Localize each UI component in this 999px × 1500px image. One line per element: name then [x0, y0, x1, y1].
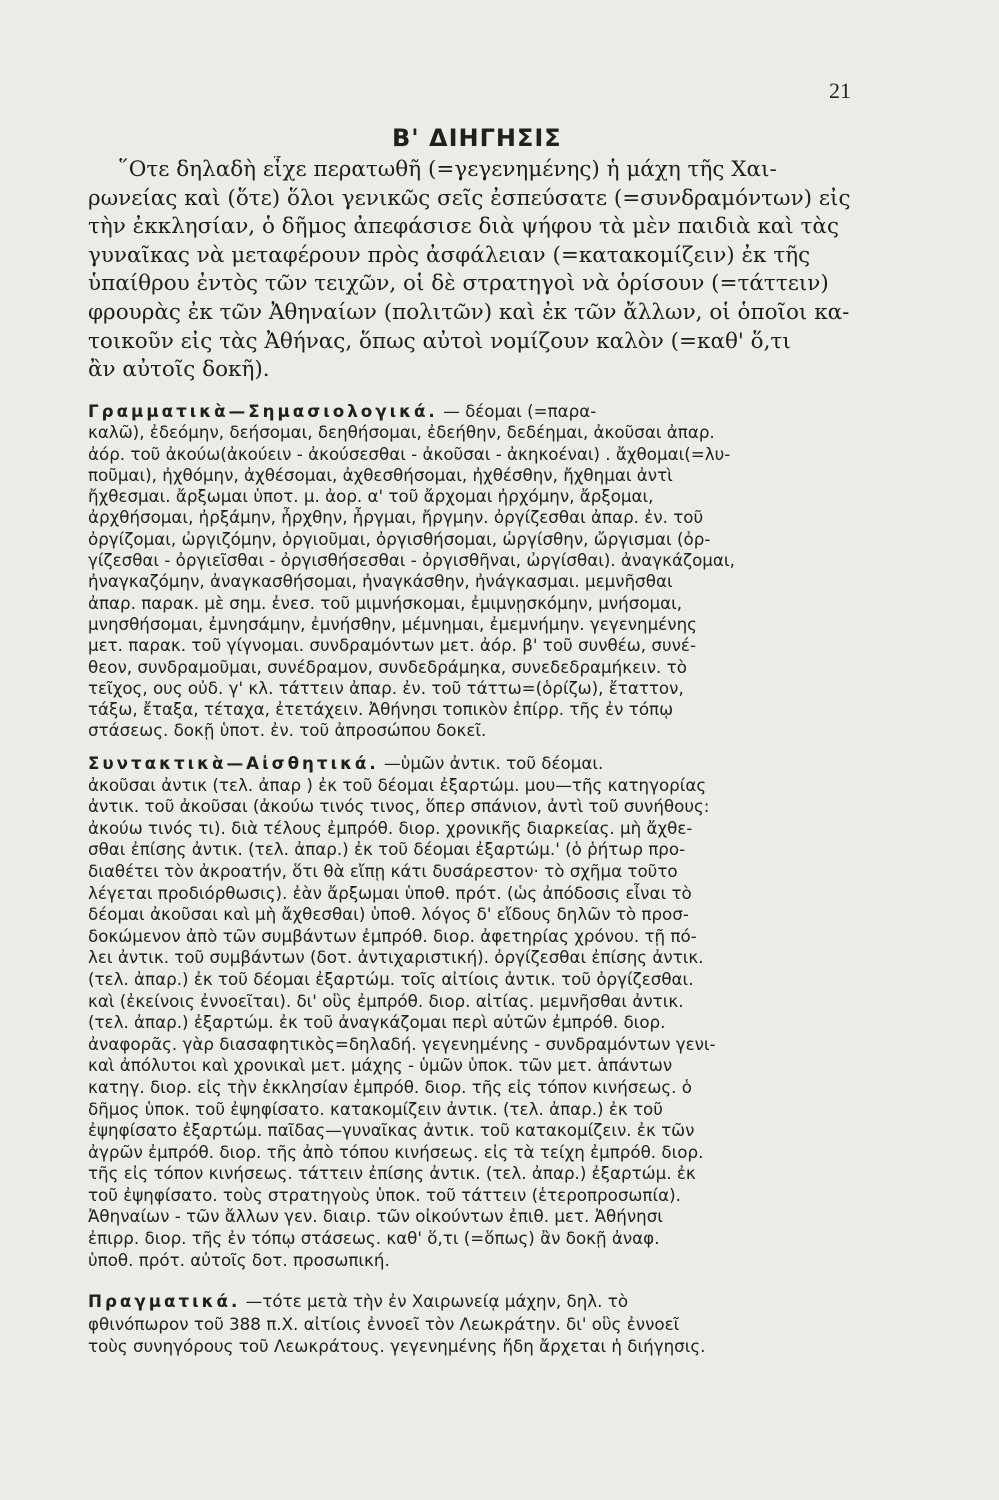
commentary-line: ἤχθεσμαι. ἄρξωμαι ὑποτ. μ. ἀορ. α' τοῦ ἄρχομαι ἠρχόμην, ἄρξομαι, [88, 486, 654, 507]
narrative-line: τοικοῦν εἰς τὰς Ἀθήνας, ὅπως αὐτοὶ νομίζουν καλὸν (=καθ' ὅ,τι [88, 328, 791, 354]
narrative-line: ρωνείας καὶ (ὅτε) ὅλοι γενικῶς σεῖς ἐσπεύσατε (=συνδραμόντων) εἰς [88, 185, 851, 211]
commentary-line: καλῶ), ἐδεόμην, δεήσομαι, δεηθήσομαι, ἐδεήθην, δεδέημαι, ἀκοῦσαι ἀπαρ. [88, 422, 715, 443]
commentary-line: μνησθήσομαι, ἐμνησάμην, ἐμνήσθην, μέμνημαι, ἐμεμνήμην. γεγενημένης [88, 613, 697, 634]
commentary-line: δοκώμενον ἀπὸ τῶν συμβάντων ἐμπρόθ. διορ. ἀφετηρίας χρόνου. τῇ πό- [88, 925, 697, 946]
narrative-line: ὑπαίθρου ἐντὸς τῶν τειχῶν, οἱ δὲ στρατηγοὶ νὰ ὁρίσουν (=τάττειν) [88, 271, 829, 297]
commentary-line [88, 753, 884, 775]
pragmatics-section [88, 1290, 884, 1358]
commentary-line: ἀναφορᾶς. γὰρ διασαφητικὸς=δηλαδή. γεγενημένης - συνδραμόντων γενι- [88, 1033, 716, 1054]
commentary-line: ὑποθ. πρότ. αὐτοῖς δοτ. προσωπική. [88, 1249, 390, 1270]
syntax-aesthetics-section [88, 753, 884, 1271]
commentary-line: λει ἀντικ. τοῦ συμβάντων (δοτ. ἀντιχαριστική). ὀργίζεσθαι ἐπίσης ἀντικ. [88, 947, 704, 968]
commentary-line: ἀντικ. τοῦ ἀκοῦσαι (ἀκούω τινός τινος, ὅπερ σπάνιον, ἀντὶ τοῦ συνήθους: [88, 796, 710, 817]
commentary-line: φθινόπωρον τοῦ 388 π.Χ. αἰτίοις ἐννοεῖ τὸν Λεωκράτην. δι' οὓς ἐννοεῖ [88, 1313, 680, 1334]
commentary-line: ἐπιρρ. διορ. τῆς ἐν τόπῳ στάσεως. καθ' ὅ,τι (=ὅπως) ἂν δοκῇ ἀναφ. [88, 1228, 660, 1249]
grammar-heading: Γραμματικὰ—Σημασιολογικά. [88, 401, 438, 421]
commentary-line: ἠναγκαζόμην, ἀναγκασθήσομαι, ἠναγκάσθην, ἠνάγκασμαι. μεμνῆσθαι [88, 571, 673, 592]
page-number: 21 [829, 78, 851, 103]
commentary-line: στάσεως. δοκῇ ὑποτ. ἐν. τοῦ ἀπροσώπου δοκεῖ. [88, 720, 487, 741]
commentary-line: ἀόρ. τοῦ ἀκούω(ἀκούειν - ἀκούσεσθαι - ἀκοῦσαι - ἀκηκοέναι) . ἄχθομαι(=λυ- [88, 443, 731, 464]
commentary-text: —ὑμῶν ἀντικ. τοῦ δέομαι. [384, 753, 604, 773]
commentary-line: τάξω, ἔταξα, τέταχα, ἐτετάχειν. Ἀθήνησι τοπικὸν ἐπίρρ. τῆς ἐν τόπῳ [88, 699, 674, 720]
commentary-line: σθαι ἐπίσης ἀντικ. (τελ. ἀπαρ.) ἐκ τοῦ δέομαι ἐξαρτώμ.' (ὁ ῥήτωρ προ- [88, 839, 686, 860]
grammar-semantics-section [88, 401, 884, 742]
commentary-line: γίζεσθαι - ὀργιεῖσθαι - ὀργισθήσεσθαι - ὀργισθῆναι, ὠργίσθαι). ἀναγκάζομαι, [88, 550, 735, 571]
commentary-line: ἀκοῦσαι ἀντικ (τελ. ἀπαρ ) ἐκ τοῦ δέομαι ἐξαρτώμ. μου—τῆς κατηγορίας [88, 774, 707, 795]
commentary-text: —τότε μετὰ τὴν ἐν Χαιρωνείᾳ μάχην, δηλ. τὸ [245, 1291, 629, 1311]
narrative-line: φρουρὰς ἐκ τῶν Ἀθηναίων (πολιτῶν) καὶ ἐκ τῶν ἄλλων, οἱ ὁποῖοι κα- [88, 299, 850, 325]
commentary-line: (τελ. ἀπαρ.) ἐξαρτώμ. ἐκ τοῦ ἀναγκάζομαι περὶ αὐτῶν ἐμπρόθ. διορ. [88, 1012, 666, 1033]
commentary-line: ἐψηφίσατο ἐξαρτώμ. παῖδας—γυναῖκας ἀντικ. τοῦ κατακομίζειν. ἐκ τῶν [88, 1120, 695, 1141]
narrative-line: γυναῖκας νὰ μεταφέρουν πρὸς ἀσφάλειαν (=κατακομίζειν) ἐκ τῆς [88, 242, 811, 268]
narrative-line: ἂν αὐτοῖς δοκῆ). [88, 357, 270, 383]
commentary-line: ἀπαρ. παρακ. μὲ σημ. ἐνεσ. τοῦ μιμνήσκομαι, ἐμιμνῃσκόμην, μνήσομαι, [88, 592, 683, 613]
commentary-line: κατηγ. διορ. εἰς τὴν ἐκκλησίαν ἐμπρόθ. διορ. τῆς εἰς τόπον κινήσεως. ὁ [88, 1076, 692, 1097]
commentary-line [88, 401, 884, 422]
commentary-text: — δέομαι (=παρα- [443, 401, 597, 421]
commentary-line: δῆμος ὑποκ. τοῦ ἐψηφίσατο. κατακομίζειν ἀντικ. (τελ. ἀπαρ.) ἐκ τοῦ [88, 1098, 663, 1119]
narrative-paragraph [88, 156, 884, 385]
section-title: Β' ΔΙΗΓΗΣΙΣ [392, 124, 562, 152]
pragmatics-heading: Πραγματικά. [88, 1291, 241, 1311]
commentary-line: διαθέτει τὸν ἀκροατήν, ὅτι θὰ εἴπῃ κάτι δυσάρεστον· τὸ σχῆμα τοῦτο [88, 860, 678, 881]
commentary-line: τοῦ ἐψηφίσατο. τοὺς στρατηγοὺς ὑποκ. τοῦ τάττειν (ἑτεροπροσωπία). [88, 1184, 681, 1205]
narrative-line: ῞Οτε δηλαδὴ εἶχε περατωθῆ (=γεγενημένης) ἡ μάχη τῆς Χαι- [118, 157, 777, 182]
commentary-line: τεῖχος, ους οὐδ. γ' κλ. τάττειν ἀπαρ. ἐν. τοῦ τάττω=(ὁρίζω), ἔταττον, [88, 677, 684, 698]
syntax-heading: Συντακτικὰ—Αἰσθητικά. [88, 753, 379, 773]
commentary-line: (τελ. ἀπαρ.) ἐκ τοῦ δέομαι ἐξαρτώμ. τοῖς αἰτίοις ἀντικ. τοῦ ὀργίζεσθαι. [88, 968, 694, 989]
commentary-line: τῆς εἰς τόπον κινήσεως. τάττειν ἐπίσης ἀντικ. (τελ. ἀπαρ.) ἐξαρτώμ. ἐκ [88, 1163, 696, 1184]
commentary-line: τοὺς συνηγόρους τοῦ Λεωκράτους. γεγενημένης ἤδη ἄρχεται ἡ διήγησις. [88, 1336, 706, 1356]
commentary-line: καὶ ἀπόλυτοι καὶ χρονικαὶ μετ. μάχης - ὑμῶν ὑποκ. τῶν μετ. ἁπάντων [88, 1055, 673, 1076]
commentary-line: ὀργίζομαι, ὠργιζόμην, ὀργιοῦμαι, ὀργισθήσομαι, ὠργίσθην, ὤργισμαι (ὀρ- [88, 528, 711, 549]
commentary-line: μετ. παρακ. τοῦ γίγνομαι. συνδραμόντων μετ. ἀόρ. β' τοῦ συνθέω, συνέ- [88, 635, 696, 656]
commentary-line: καὶ (ἐκείνοις ἐννοεῖται). δι' οὓς ἐμπρόθ. διορ. αἰτίας. μεμνῆσθαι ἀντικ. [88, 990, 684, 1011]
commentary-line: λέγεται προδιόρθωσις). ἐὰν ἄρξωμαι ὑποθ. πρότ. (ὡς ἀπόδοσις εἶναι τὸ [88, 882, 692, 903]
commentary-line: ἀγρῶν ἐμπρόθ. διορ. τῆς ἀπὸ τόπου κινήσεως. εἰς τὰ τείχη ἐμπρόθ. διορ. [88, 1141, 704, 1162]
narrative-line: τὴν ἐκκλησίαν, ὁ δῆμος ἀπεφάσισε διὰ ψήφου τὰ μὲν παιδιὰ καὶ τὰς [88, 214, 839, 240]
commentary-line: Ἀθηναίων - τῶν ἄλλων γεν. διαιρ. τῶν οἰκούντων ἐπιθ. μετ. Ἀθήνησι [88, 1206, 663, 1227]
commentary-line: ποῦμαι), ἠχθόμην, ἀχθέσομαι, ἀχθεσθήσομαι, ἠχθέσθην, ἤχθημαι ἀντὶ [88, 464, 673, 485]
commentary-line: ἀρχθήσομαι, ἠρξάμην, ἦρχθην, ἦργμαι, ἤργμην. ὀργίζεσθαι ἀπαρ. ἐν. τοῦ [88, 507, 704, 528]
commentary-line: ἀκούω τινός τι). διὰ τέλους ἐμπρόθ. διορ. χρονικῆς διαρκείας. μὴ ἄχθε- [88, 817, 693, 838]
commentary-line: θεον, συνδραμοῦμαι, συνέδραμον, συνδεδράμηκα, συνεδεδραμήκειν. τὸ [88, 656, 687, 677]
commentary-line: δέομαι ἀκοῦσαι καὶ μὴ ἄχθεσθαι) ὑποθ. λόγος δ' εἴδους δηλῶν τὸ προσ- [88, 904, 689, 925]
commentary-line [88, 1290, 884, 1313]
